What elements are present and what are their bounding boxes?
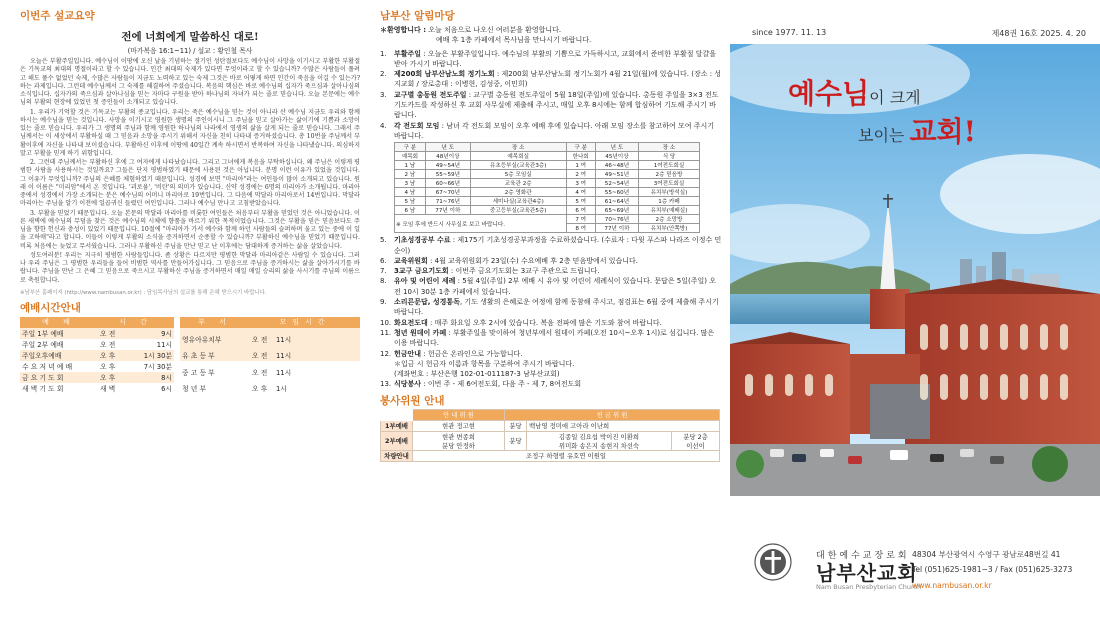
group-table-cell: 예목회 (395, 152, 426, 161)
group-table-cell: 세미나실(교육관4층) (470, 197, 566, 206)
notice-label: 화요전도대 (394, 318, 428, 327)
group-table-row (395, 179, 700, 188)
notice-text: : 헌금은 온라인으로 가능합니다. (421, 349, 523, 358)
ampm: 오 전 (252, 368, 268, 377)
dept-time (250, 328, 360, 350)
group-table-cell: 1여전도회실 (638, 161, 699, 170)
notice-label: 헌금안내 (394, 349, 422, 358)
group-table-cell: 65~69년 (595, 206, 638, 215)
notice-item (380, 379, 722, 389)
ampm: 오 후 (100, 352, 116, 361)
group-table-cell: 4 남 (395, 188, 426, 197)
col-header: 년 도 (595, 143, 638, 152)
notice-num: 13. (380, 380, 392, 389)
notice-num: 5. (380, 236, 387, 245)
worship-time (98, 350, 174, 361)
area-cell: 분당 (505, 431, 527, 450)
col-header: 헌 금 위 원 (505, 409, 720, 420)
group-table-cell: 중고등부실(교육관5층) (470, 206, 566, 215)
group-meeting-table (394, 142, 700, 233)
time: 11시 (275, 368, 292, 377)
group-table-cell: 77년 이하 (425, 206, 470, 215)
group-table-cell: 71~76년 (425, 197, 470, 206)
time: 8시 (161, 374, 172, 383)
group-table-cell: 5층 모임실 (470, 170, 566, 179)
offering-line: 김종일 김요섭 박이진 이환희 (558, 432, 640, 441)
worship-name: 금 요 기 도 회 (22, 374, 64, 383)
dept-name: 영유아유치부 (182, 335, 222, 344)
area-cell: 분당 (505, 420, 527, 431)
notice-item (380, 349, 722, 359)
col-header: 장 소 (638, 143, 699, 152)
notice-label: 교육위원회 (394, 256, 428, 265)
homepage-notice: ※남부산 홈페이지 (http://www.nambusan.or.kr) : 담임목사님의 설교를 통해 은혜 받으시기 바랍니다. (20, 289, 267, 296)
group-table-cell: 1 여 (566, 161, 595, 170)
col-header: 시 간 (98, 317, 174, 328)
notice-text: : 이번 주 - 제 6여전도회, 다음 주 - 제 7, 8여전도회 (421, 380, 582, 389)
welcome-line (380, 25, 722, 35)
group-table-cell: 예목회실 (470, 152, 566, 161)
sermon-paragraph: 3. 부활을 믿었기 때문입니다. 오늘 본문의 막달라 마리아를 비롯한 여인들은 처음부터 부활을 믿었던 것은 아니었습니다. 이른 새벽에 예수님의 무덤을 찾은 것은 예수님의 시체에 향품을 바르기 위한 목적이었습니다. 그것은 부활을 믿은 믿음보다도 주님을 향한 헌신과 충성이 있었기 때문입니다. 10절에 "마리아가 가서 예수와 함께 하던 사람들의 슬퍼하며 울고 있는 중에 이 일을 고하매"라고 합니다. 이들이 이렇게 부활의 소식을 증거하면서 순종할 수 있습니까? 부활하신 예수님을 믿었기 때문입니다. 비록 처음에는 늦었고 무서웠습니다. 그러나 부활하신 주님을 만난 믿고 난 이후에는 담대하게 증거하는 삶을 살았습니다. (20, 209, 360, 250)
notice-text: : 남녀 각 전도회 모임이 오후 예배 후에 있습니다. 아래 모임 장소를 참고하여 모여 주시기 바랍니다. (394, 121, 715, 140)
time: 1시 30분 (143, 352, 172, 361)
worship-time (98, 361, 174, 372)
sermon-section-title: 이번주 설교요약 (20, 10, 95, 22)
notice-text: , 기도 생활의 은혜로운 여정에 함께 동참해 주시고, 점검표는 6월 중에 제출해 주시기 바랍니다. (394, 298, 719, 317)
group-table-cell: 77년 이하 (595, 224, 638, 233)
col-header: 안 내 위 원 (413, 409, 505, 420)
row-label: 1부예배 (381, 420, 413, 431)
cover-panel (730, 0, 1100, 619)
group-table-cell: 2층 믿음방 (638, 170, 699, 179)
notice-label: 부활주일 (394, 49, 422, 58)
church-name: 남부산교회 (816, 561, 918, 585)
group-table-cell: 3 남 (395, 179, 426, 188)
account-number: (계좌번호 : 부산은행 102-01-011187-3 남부산교회) (394, 370, 560, 379)
dept-name: 중 고 등 부 (182, 368, 215, 377)
group-table-cell: 유치부(방석실) (638, 188, 699, 197)
sermon-paragraph: 오늘은 부활주일입니다. 예수님이 이땅에 오신 날을 기념하는 절기인 성탄절보다도 예수님이 사망을 이기시고 부활한 부활절은 기독교의 최대의 명절이라고 할 수 있습니다. 인간 최대의 숙제가 있다면 무엇이라고 할 수 있습니까? 수많은 사람들이 풀려고 해도 풀수 없었던 숙제, 수많은 사람들이 지금도 노력하고 있는 숙제 그것은 바로 어떻게 하면 인간이 죽음을 이길 수 있는가? 하는 과제입니다. 그런데 예수님께서 그 숙제를 해결하여 주셨습니다. 복음의 핵심은 바로 예수님의 십자가 죽으심과 살아나심의 소식입니다. 십자가의 죽으심과 살아나심을 믿는 자마다 구원을 받아 하나님의 자녀가 되는 줄로 믿습니다. 오늘 본문에는 예수님의 부활의 현장에 있었던 첫 증인들이 소개되고 있습니다. (20, 58, 360, 107)
group-table-row (395, 188, 700, 197)
group-table-row (395, 152, 700, 161)
time: 11시 (156, 341, 172, 350)
group-table-row (395, 170, 700, 179)
welcome-label: ＊환영합니다 : (380, 26, 427, 34)
church-phone: Tel (051)625-1981~3 / Fax (051)625-3273 (912, 565, 1073, 574)
group-table-note: ※ 모임 후에 반드시 사무실로 보고 바랍니다. (395, 215, 567, 233)
notice-label: 교구별 총동원 전도주일 (394, 90, 467, 99)
group-table-cell: 5 여 (566, 197, 595, 206)
time: 1시 (275, 385, 287, 394)
parking-cell: 조정구 하형렬 유호연 이원일 (413, 450, 720, 461)
sermon-paragraph: 2. 그런데 주님께서는 부활하신 후에 그 여자에게 나타났습니다. 그리고 그녀에게 복음을 부탁하십니다. 왜 주님은 이렇게 평범한 사람을 사용하시는 것일까요? 그들은 단지 평범하였기 때문에 사용된 것은 아닙니다. 분명 이런 이유가 있었을 것입니다. 그 이유가 무엇입니까? 주님의 은혜를 체험하였기 때문입니다. 성경에 보면 "마리아"라는 여인들이 많이 소개되고 있습니다. 원래 이 이름은 "미리암"에서 온 것입니다. '괴로움', '비탄'의 의미가 있습니다. 신약 성경에는 6명의 마리아가 소개됩니다. 마리아 중에서 성경에서 가장 소개되는 분은 예수님의 어머니 마리아로 19번입니다. 그 다음에 막달라 마리아로서 14번입니다. 막달라 마리아는 주님을 알기 이전에 일곱귀신 들렸던 여인입니다. 그러나 예수님 만나고 고침받았습니다. (20, 159, 360, 208)
notice-item (380, 297, 722, 318)
group-table-row (395, 215, 700, 224)
group-table-cell: 55~59년 (425, 170, 470, 179)
ampm: 오 후 (100, 374, 116, 383)
welcome-text: 오늘 처음으로 나오신 여러분을 환영합니다. (428, 26, 562, 34)
worship-name: 주일 2부 예배 (22, 341, 64, 350)
time: 11시 (275, 335, 292, 344)
group-table-cell: 6 여 (566, 206, 595, 215)
notices-panel (368, 0, 730, 619)
notice-text: : 교구별 총동원 전도주일이 5월 18일(주일)에 있습니다. 총동원 주일을 3×3 전도 기도카드를 작성하신 후 교회 사무실에 제출해 주시고, 매일 오후 8시에는 함께 합심하여 기도해 주시기 바랍니다. (394, 90, 719, 120)
schedule-title: 예배시간안내 (20, 301, 81, 314)
worship-name: 새 벽 기 도 회 (22, 385, 64, 394)
col-header: 모임시간 (250, 317, 360, 328)
group-table-cell: 45년이상 (595, 152, 638, 161)
group-table-cell: 8 여 (566, 224, 595, 233)
notice-item (380, 266, 722, 276)
since-date: since 1977. 11. 13 (752, 28, 827, 37)
slogan-line-2 (858, 110, 976, 150)
ampm: 오 후 (100, 363, 116, 372)
notice-text: : 매주 화요일 오후 2시에 있습니다. 복음 전파에 많은 기도와 참여 바랍니다. (427, 318, 662, 327)
group-table-cell: 7 여 (566, 215, 595, 224)
slogan-word: 교회! (909, 115, 976, 148)
ampm: 새 벽 (100, 385, 116, 394)
dept-time (250, 361, 360, 383)
notice-text: : 제175기 기초성경공부과정을 수료하셨습니다. (수료자 : 다윗 푸스파 나라즈 이정수 민순이) (394, 236, 722, 255)
usher-cell: 현관 정고현 (413, 420, 505, 431)
time: 9시 (161, 330, 172, 339)
notice-label: 소리른문답, 성경통독 (394, 298, 460, 307)
time: 11시 (275, 352, 292, 361)
time: 7시 30분 (143, 363, 172, 372)
offering-extra (672, 431, 720, 450)
usher-line: 현관 변종희 (442, 432, 475, 441)
offering-line: 이선이 (686, 441, 705, 450)
group-table-cell: 1층 카페 (638, 197, 699, 206)
group-table-cell: 1 남 (395, 161, 426, 170)
group-table-cell: 70~76년 (595, 215, 638, 224)
notice-list-cont (380, 235, 722, 389)
group-table-cell: 3 여 (566, 179, 595, 188)
dept-time (250, 350, 360, 361)
sermon-title: 전에 너희에게 말씀하신 대로! (121, 31, 259, 43)
group-table-cell: 49~51년 (595, 170, 638, 179)
group-table-cell: 5 남 (395, 197, 426, 206)
church-denomination: 대한예수교장로회 (816, 551, 910, 561)
volunteers-table (380, 409, 720, 462)
notice-text: : 5월 4일(주일) 2부 예배 시 유아 및 어린이 세례식이 있습니다. 문답은 5일(주일) 오전 10시 30분 1층 카페에서 있습니다. (394, 277, 716, 296)
group-table-cell: 48년이상 (425, 152, 470, 161)
notice-num: 9. (380, 298, 387, 307)
group-table-cell: 60~66년 (425, 179, 470, 188)
offering-note: ＊입금 시 헌금자 이름과 항목을 구분하여 주시기 바랍니다. (394, 359, 575, 368)
row-label: 차량안내 (381, 450, 413, 461)
group-table-row (395, 206, 700, 215)
group-table-cell: 유치부(안쪽방) (638, 224, 699, 233)
notice-item (380, 256, 722, 266)
notice-item (380, 90, 722, 121)
group-table-cell: 2 남 (395, 170, 426, 179)
notice-item (380, 49, 722, 70)
offering-line: 분당 2층 (683, 432, 708, 441)
row-label: 2부예배 (381, 431, 413, 450)
volunteers-title: 봉사위원 안내 (380, 394, 445, 407)
slogan-word: 이 크게 (869, 88, 921, 107)
notice-text: : 부활주일을 맞이하여 청년부에서 원데이 카페(오전 10시~오후 1시)로 섬깁니다. 많은 이용 바랍니다. (394, 328, 715, 348)
slogan-line-1 (788, 72, 921, 112)
group-table-cell: 식 당 (638, 152, 699, 161)
notice-num: 1. (380, 49, 387, 58)
group-table-cell: 4 여 (566, 188, 595, 197)
notice-list (380, 25, 722, 141)
group-table-cell: 교육관 2층 (470, 179, 566, 188)
notice-label: 기초성경공부 수료 (394, 236, 451, 245)
dept-time (250, 383, 360, 394)
ampm: 오 전 (100, 330, 116, 339)
church-website-link[interactable]: www.nambusan.or.kr (912, 581, 992, 590)
worship-time (98, 328, 174, 339)
notice-num: 4. (380, 121, 387, 130)
group-table-cell: 61~64년 (595, 197, 638, 206)
notice-label: 청년 원데이 카페 (394, 328, 447, 337)
worship-time (98, 383, 174, 394)
notice-num: 8. (380, 277, 387, 286)
notice-item (380, 276, 722, 297)
notice-num: 10. (380, 318, 392, 327)
notice-item (380, 318, 722, 328)
dept-name: 유 초 등 부 (182, 352, 215, 361)
notice-num: 7. (380, 267, 387, 276)
offering-line: 위미화 송은지 송현지 차선숙 (558, 441, 640, 450)
sermon-paragraph: 1. 우리가 기억할 것은 기독교는 부활의 종교입니다. 우리는 죽은 예수님을 믿는 것이 아니라 산 예수님 지금도 우리와 함께 하시는 예수님을 믿는 것입니다. 사망을 이기시고 영원한 생명의 주인이시니 그 주님을 믿고 살아가는 삶이기에 기쁨과 소망이 있는 줄로 믿습니다. 우리가 그 생명의 주님과 함께 영원한 하나님의 나라에서 영생의 삶을 살게 되는 줄로 믿습니다. 그래서 주님께서는 이 세상에서 부활하실 때 그 믿음과 소망을 주시기 위해서 자신을 친히 나타내 증거하셨습니다. 총 10번을 주님께서 부활이후에 자신을 나타내 보이셨습니다. 부활하신 이후에 이땅에 40일간 계속 하시면서 반복하여 자신을 나타냈습니다. 의심하지 말고 부활을 믿게 하기 위함입니다. (20, 108, 360, 157)
group-table-row (395, 197, 700, 206)
offering-cell: 백남영 정미애 고아라 이난희 (527, 420, 720, 431)
notice-num: 2. (380, 70, 387, 79)
group-table-cell: 46~48년 (595, 161, 638, 170)
group-table-cell: 유치부(예배실) (638, 206, 699, 215)
notices-section-title: 남부산 알림마당 (380, 10, 455, 22)
worship-schedule-table (20, 317, 360, 394)
notice-text: : 4월 교육위원회가 23일(수) 수요예배 후 2층 믿음방에서 있습니다. (427, 256, 638, 265)
group-table-cell: 유초등부실(교육관3층) (470, 161, 566, 170)
ampm: 오 후 (252, 385, 268, 394)
offering-cell (527, 431, 672, 450)
group-table-cell: 2층 영화관 (470, 188, 566, 197)
col-header: 년 도 (425, 143, 470, 152)
slogan-word: 예수님 (788, 77, 870, 110)
slogan-word: 보이는 (858, 126, 910, 145)
church-logo-icon (754, 543, 792, 581)
notice-text: : 오늘은 부활주일입니다. 예수님의 부활의 기쁨으로 가득하시고, 교회에서 준비한 부활절 달걀을 받아 가시기 바랍니다. (394, 49, 717, 68)
usher-line: 분당 안정하 (442, 441, 475, 450)
notice-text: : 제200회 남부산남노회 정기노회가 4월 21일(월)에 있습니다. (장소 : 성지교회 / 장로총대 : 이병현, 김성중, 이민희) (394, 70, 722, 89)
ampm: 오 전 (100, 341, 116, 350)
ampm: 오 전 (252, 352, 268, 361)
col-header: 부 서 (180, 317, 250, 328)
notice-item (380, 121, 722, 142)
sermon-paragraph: 성도여러분! 우리는 지극히 평범한 사람들입니다. 좀 상황은 다르지만 평범한 막달라 마리아같은 사람일 수 있습니다. 그러나 우리 주님은 그 평범한 우리들을 들어 비범한 역사를 만들어가십니다. 그 믿음으로 주님을 증거하시는 삶을 살아가시기를 바랍니다. 주님을 만난 그 은혜 그 믿음으로 죽으시고 부활하신 주님을 증거하면서 매일 매일 승리의 삶을 사시기를 주님의 이름으로 축원합니다. (20, 251, 360, 284)
col-header: 구 분 (395, 143, 426, 152)
church-address: 48304 부산광역시 수영구 광남로48번길 41 (912, 550, 1061, 559)
notice-num: 12. (380, 349, 392, 358)
group-table-cell: 6 남 (395, 206, 426, 215)
welcome-line2: 예배 후 1층 카페에서 목사님을 만나시기 바랍니다. (436, 36, 592, 45)
notice-num: 6. (380, 256, 387, 265)
issue-info: 제48권 16호 2025. 4. 20 (991, 29, 1086, 38)
group-table-cell: 52~54년 (595, 179, 638, 188)
group-table-cell: 49~54년 (425, 161, 470, 170)
notice-label: 제200회 남부산남노회 정기노회 (394, 70, 495, 79)
group-table-cell: 2 여 (566, 170, 595, 179)
notice-num: 11. (380, 328, 392, 337)
group-table-cell: 67~70년 (425, 188, 470, 197)
ampm: 오 전 (252, 335, 268, 344)
group-table-cell: 한나회 (566, 152, 595, 161)
notice-text: : 이번주 금요기도회는 3교구 주관으로 드립니다. (448, 267, 600, 276)
group-table-cell: 55~60년 (595, 188, 638, 197)
notice-num: 3. (380, 90, 387, 99)
worship-time (98, 339, 174, 350)
group-table-row (395, 161, 700, 170)
time: 6시 (161, 385, 172, 394)
notice-item (380, 69, 722, 90)
notice-label: 식당봉사 (394, 380, 422, 389)
col-header: 구 분 (566, 143, 595, 152)
worship-name: 주일 1부 예배 (22, 330, 64, 339)
col-header: 예 배 (20, 317, 98, 328)
col-header: 장 소 (470, 143, 566, 152)
worship-name: 주일오후예배 (22, 352, 62, 361)
sermon-meta: (마가복음 16:1~11) / 설교 : 황인철 목사 (127, 47, 253, 55)
worship-name: 수 요 저 녁 예 배 (22, 363, 73, 372)
group-table-cell: 2층 소망방 (638, 215, 699, 224)
notice-label: 유아 및 어린이 세례 (394, 277, 456, 286)
sermon-panel (0, 0, 368, 619)
group-table-cell: 3여전도회실 (638, 179, 699, 188)
worship-time (98, 372, 174, 383)
notice-label: 각 전도회 모임 (394, 121, 440, 130)
notice-item (380, 235, 722, 256)
notice-item (380, 328, 722, 349)
dept-name: 청 년 부 (182, 385, 207, 394)
notice-label: 3교구 금요기도회 (394, 267, 449, 276)
usher-cell (413, 431, 505, 450)
church-english-name: Nam Busan Presbyterian Church (816, 583, 922, 591)
